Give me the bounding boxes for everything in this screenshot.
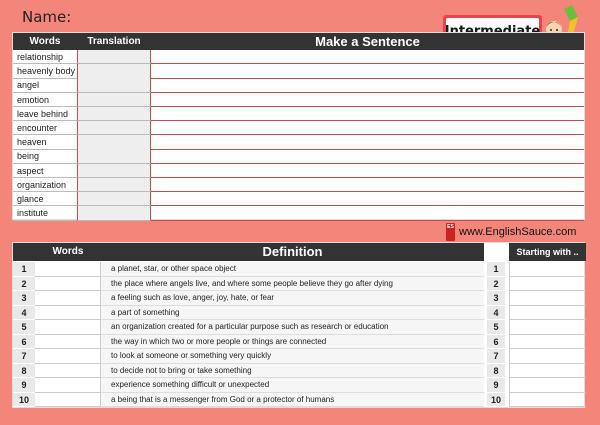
top-table-header [13, 33, 584, 50]
vocab-word: being [13, 149, 77, 163]
vocabulary-sentence-table [12, 32, 585, 220]
table-row [13, 206, 584, 220]
row-number-right: 3 [487, 291, 505, 306]
row-number: 8 [13, 364, 35, 379]
col-words-header: Words [29, 36, 61, 47]
vocab-word: relationship [13, 50, 77, 64]
sentence-field[interactable] [151, 93, 584, 107]
translation-field[interactable] [77, 50, 151, 64]
table-row [13, 349, 584, 364]
table-row [13, 364, 584, 379]
sentence-field[interactable] [151, 78, 584, 92]
vocab-word: heavenly body [13, 64, 77, 78]
table-row [13, 107, 584, 121]
bottom-table-header [13, 243, 584, 261]
word-answer-field[interactable] [35, 262, 101, 277]
definition-text: experience something difficult or unexpected [101, 378, 484, 393]
word-answer-field[interactable] [35, 306, 101, 321]
vocab-word: institute [13, 206, 77, 220]
sentence-field[interactable] [151, 178, 584, 192]
row-number-right: 5 [487, 320, 505, 335]
vocab-word: emotion [13, 93, 77, 107]
vocab-word: heaven [13, 135, 77, 149]
starting-letter-field[interactable] [509, 364, 586, 379]
starting-letter-field[interactable] [509, 393, 586, 408]
sentence-field[interactable] [151, 149, 584, 163]
table-row [13, 64, 584, 78]
definition-text: the way in which two or more people or things are connected [101, 335, 484, 350]
website-credit [446, 222, 576, 242]
table-row [13, 78, 584, 92]
starting-letter-field[interactable] [509, 277, 586, 292]
sentence-field[interactable] [151, 64, 584, 78]
col-sentence-header: Make a Sentence [315, 34, 420, 49]
sentence-field[interactable] [151, 121, 584, 135]
translation-field[interactable] [77, 192, 151, 206]
name-label: Name: [22, 8, 72, 26]
sentence-field[interactable] [151, 107, 584, 121]
table-row [13, 291, 584, 306]
translation-field[interactable] [77, 64, 151, 78]
row-number: 7 [13, 349, 35, 364]
translation-field[interactable] [77, 121, 151, 135]
starting-letter-field[interactable] [509, 320, 586, 335]
word-answer-field[interactable] [35, 277, 101, 292]
starting-letter-field[interactable] [509, 335, 586, 350]
table-row [13, 121, 584, 135]
table-row [13, 306, 584, 321]
sentence-field[interactable] [151, 206, 584, 220]
row-number-right: 2 [487, 277, 505, 292]
starting-letter-field[interactable] [509, 291, 586, 306]
table-row [13, 135, 584, 149]
table-row [13, 178, 584, 192]
row-number-right: 6 [487, 335, 505, 350]
table-row [13, 393, 584, 408]
definition-text: the place where angels live, and where some people believe they go after dying [101, 277, 484, 292]
vocab-word: glance [13, 192, 77, 206]
row-number: 2 [13, 277, 35, 292]
col-words-header: Words [35, 243, 101, 261]
starting-letter-field[interactable] [509, 262, 586, 277]
vocab-word: organization [13, 178, 77, 192]
row-number-right: 9 [487, 378, 505, 393]
table-row [13, 277, 584, 292]
row-number-right: 4 [487, 306, 505, 321]
translation-field[interactable] [77, 164, 151, 178]
vocab-word: leave behind [13, 107, 77, 121]
row-number-right: 1 [487, 262, 505, 277]
vocab-word: aspect [13, 164, 77, 178]
col-translation-header: Translation [87, 36, 141, 47]
translation-field[interactable] [77, 135, 151, 149]
starting-letter-field[interactable] [509, 306, 586, 321]
starting-letter-field[interactable] [509, 378, 586, 393]
word-answer-field[interactable] [35, 335, 101, 350]
row-number: 5 [13, 320, 35, 335]
vocab-word: encounter [13, 121, 77, 135]
definition-text: a feeling such as love, anger, joy, hate, or fear [101, 291, 484, 306]
word-answer-field[interactable] [35, 378, 101, 393]
col-starting-header: Starting with .. [509, 243, 586, 261]
table-row [13, 378, 584, 393]
word-answer-field[interactable] [35, 349, 101, 364]
definition-text: a part of something [101, 306, 484, 321]
row-number: 4 [13, 306, 35, 321]
row-number-right: 7 [487, 349, 505, 364]
sentence-field[interactable] [151, 164, 584, 178]
table-row [13, 262, 584, 277]
table-row [13, 50, 584, 64]
col-definition-header: Definition [101, 243, 484, 261]
word-answer-field[interactable] [35, 320, 101, 335]
definition-text: an organization created for a particular purpose such as research or education [101, 320, 484, 335]
sentence-field[interactable] [151, 192, 584, 206]
definition-text: a planet, star, or other space object [101, 262, 484, 277]
row-number-right: 10 [487, 393, 505, 408]
row-number: 10 [13, 393, 35, 408]
translation-field[interactable] [77, 149, 151, 163]
table-row [13, 164, 584, 178]
definition-text: a being that is a messenger from God or a protector of humans [101, 393, 484, 408]
table-row [13, 149, 584, 163]
starting-letter-field[interactable] [509, 349, 586, 364]
definition-matching-table [12, 242, 585, 408]
row-number: 9 [13, 378, 35, 393]
table-row [13, 93, 584, 107]
word-answer-field[interactable] [35, 393, 101, 408]
word-answer-field[interactable] [35, 291, 101, 306]
row-number: 6 [13, 335, 35, 350]
vocab-word: angel [13, 78, 77, 92]
definition-text: to look at someone or something very quickly [101, 349, 484, 364]
englishsauce-logo-icon: ES [446, 223, 455, 241]
translation-field[interactable] [77, 107, 151, 121]
table-row [13, 335, 584, 350]
col-number-header [13, 243, 35, 261]
row-number: 1 [13, 262, 35, 277]
table-row [13, 192, 584, 206]
sentence-field[interactable] [151, 50, 584, 64]
translation-field[interactable] [77, 178, 151, 192]
row-number: 3 [13, 291, 35, 306]
website-url[interactable]: www.EnglishSauce.com [459, 226, 577, 238]
row-number-right: 8 [487, 364, 505, 379]
translation-field[interactable] [77, 206, 151, 220]
word-answer-field[interactable] [35, 364, 101, 379]
sentence-field[interactable] [151, 135, 584, 149]
table-row [13, 320, 584, 335]
definition-text: to decide not to bring or take something [101, 364, 484, 379]
translation-field[interactable] [77, 93, 151, 107]
translation-field[interactable] [77, 78, 151, 92]
